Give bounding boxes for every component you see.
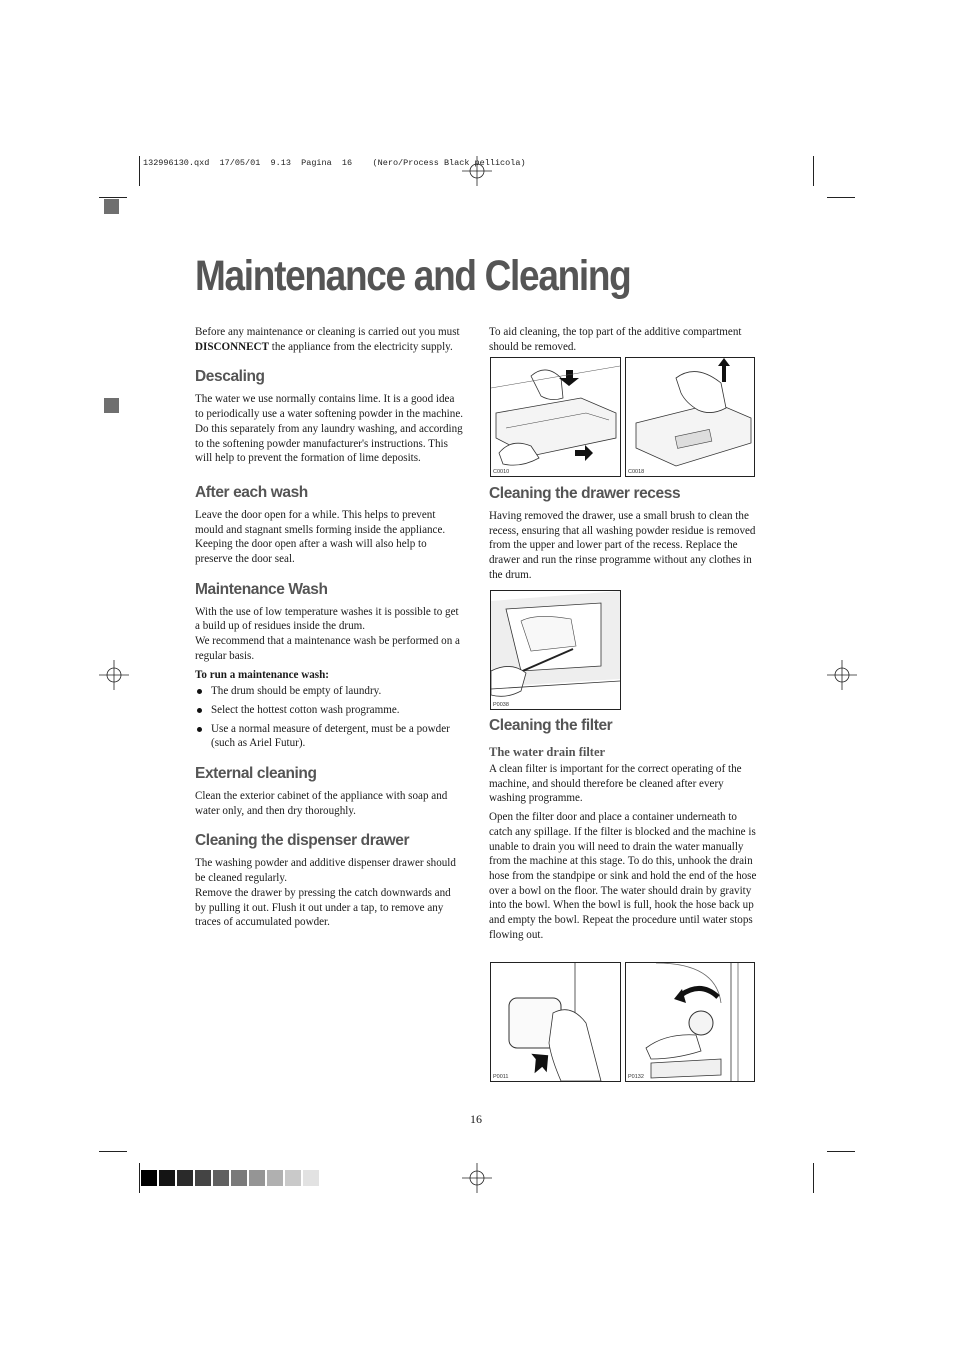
- registration-mark-icon: [462, 156, 492, 186]
- crop-mark: [813, 156, 814, 186]
- color-swatch: [285, 1170, 301, 1186]
- crop-mark: [99, 197, 127, 198]
- crop-mark: [827, 197, 855, 198]
- color-swatch: [195, 1170, 211, 1186]
- registration-mark-icon: [462, 1163, 492, 1193]
- external-cleaning-text: Clean the exterior cabinet of the appliance with soap and water only, and then dry thoroughly.: [195, 790, 448, 817]
- page-marker: [104, 199, 119, 214]
- registration-mark-icon: [99, 660, 129, 690]
- maintenance-wash-text: We recommend that a maintenance wash be performed on a regular basis.: [195, 635, 460, 662]
- list-item: Use a normal measure of detergent, must be a powder (such as Ariel Futur).: [195, 722, 463, 751]
- figure-code: P0038: [493, 702, 509, 708]
- dispenser-drawer-text: The washing powder and additive dispenser drawer should be cleaned regularly.: [195, 857, 456, 885]
- aid-cleaning-block: [489, 325, 759, 358]
- after-wash-text: Leave the door open for a while. This helps to prevent mould and stagnant smells forming inside the appliance. Keeping the door open after a wash will also help to preserve the door seal.: [195, 508, 446, 566]
- page-title: Maintenance and Cleaning: [195, 252, 631, 300]
- filter-block: [489, 717, 759, 946]
- external-cleaning-heading: External cleaning: [195, 765, 317, 783]
- additive-compartment-illustration: [625, 357, 755, 477]
- intro-paragraph: Before any maintenance or cleaning is carried out you must DISCONNECT the appliance from the electricity supply.: [195, 326, 460, 353]
- descaling-heading: Descaling: [195, 368, 265, 386]
- list-item: Select the hottest cotton wash programme.: [195, 703, 463, 718]
- dispenser-drawer-heading: Cleaning the dispenser drawer: [195, 832, 410, 850]
- filter-text: Open the filter door and place a container underneath to catch any spillage. If the filter is blocked and the machine is unable to drain you will need to drain the water manually from the machine at this stage. To do this, unhook the drain hose from the standpipe or sink and hold the end of the hose over a bowl on the floor. The water should drain by gravity into the bowl. When the bowl is full, hook the hose back up and empty the bowl. Repeat the procedure until water stops flowing out.: [489, 811, 757, 941]
- left-column: [195, 325, 463, 934]
- filter-subheading: The water drain filter: [489, 745, 606, 759]
- figure-code: P0011: [493, 1074, 509, 1080]
- drawer-recess-text: Having removed the drawer, use a small brush to clean the recess, ensuring that all washing powder residue is removed from the upper and lower part of the recess. Replace the drawer and run the rinse programme without any clothes in the drum.: [489, 510, 756, 581]
- color-swatch: [159, 1170, 175, 1186]
- maintenance-wash-subheading: To run a maintenance wash:: [195, 668, 329, 681]
- figure-code: C0018: [628, 469, 645, 475]
- color-swatch: [267, 1170, 283, 1186]
- color-swatch: [141, 1170, 157, 1186]
- crop-mark: [827, 1151, 855, 1152]
- crop-mark: [139, 1163, 140, 1193]
- print-slug: 132996130.qxd 17/05/01 9.13 Pagina 16 (Nero/Process Black pellicola): [143, 158, 526, 168]
- color-swatch: [213, 1170, 229, 1186]
- aid-cleaning-text: To aid cleaning, the top part of the additive compartment should be removed.: [489, 326, 742, 353]
- maintenance-wash-text: With the use of low temperature washes it is possible to get a build up of residues inside the drum.: [195, 605, 459, 633]
- color-swatch: [249, 1170, 265, 1186]
- descaling-text: The water we use normally contains lime. It is a good idea to periodically use a water softening powder in the machine. Do this separately from any laundry washing, and according to the softening powder manufacturer's instructions. This will help to prevent the formation of lime deposits.: [195, 393, 464, 465]
- dispenser-drawer-text: Remove the drawer by pressing the catch downwards and by pulling it out. Flush it out under a tap, to remove any traces of accumulated powder.: [195, 886, 451, 929]
- color-swatch: [303, 1170, 319, 1186]
- drawer-recess-block: [489, 485, 759, 587]
- filter-text: A clean filter is important for the correct operating of the machine, and should therefore be cleaned after every washing programme.: [489, 763, 742, 805]
- crop-mark: [139, 156, 140, 186]
- crop-mark: [99, 1151, 127, 1152]
- maintenance-wash-heading: Maintenance Wash: [195, 580, 328, 598]
- color-swatch: [177, 1170, 193, 1186]
- page-marker: [104, 398, 119, 413]
- color-swatch: [231, 1170, 247, 1186]
- maintenance-wash-list: [195, 684, 463, 751]
- figure-code: P0132: [628, 1074, 644, 1080]
- after-wash-heading: After each wash: [195, 483, 308, 501]
- drawer-removal-illustration: [490, 357, 621, 477]
- filter-heading: Cleaning the filter: [489, 717, 613, 734]
- recess-brush-illustration: [490, 590, 621, 710]
- crop-mark: [813, 1163, 814, 1193]
- filter-door-illustration: [490, 962, 621, 1082]
- list-item: The drum should be empty of laundry.: [195, 684, 463, 699]
- page-number: 16: [470, 1112, 482, 1126]
- figure-code: C0010: [493, 469, 510, 475]
- drain-hose-illustration: [625, 962, 755, 1082]
- registration-mark-icon: [827, 660, 857, 690]
- drawer-recess-heading: Cleaning the drawer recess: [489, 485, 681, 502]
